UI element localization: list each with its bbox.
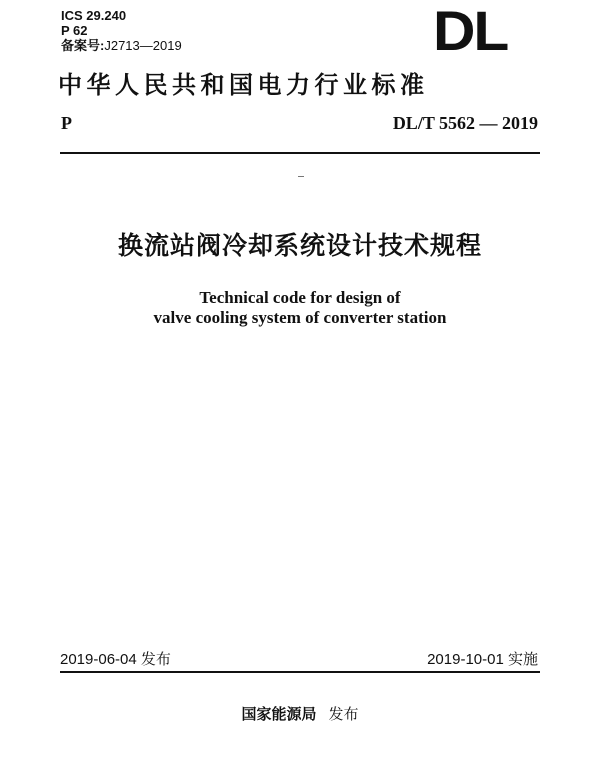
english-title-line-1: Technical code for design of xyxy=(199,288,401,307)
small-dash-mark xyxy=(298,176,304,177)
filing-label: 备案号: xyxy=(61,38,105,53)
filing-number: J2713—2019 xyxy=(104,38,182,53)
publisher-line xyxy=(0,703,600,724)
chinese-title: 换流站阀冷却系统设计技术规程 xyxy=(117,231,482,260)
publisher-action: 发布 xyxy=(328,705,359,723)
ics-code: ICS 29.240 xyxy=(61,8,127,23)
standard-number: DL/T 5562 — 2019 xyxy=(392,113,538,133)
issue-date: 2019-06-04 发布 xyxy=(60,651,171,668)
dl-logo: DL xyxy=(433,0,508,62)
implementation-date: 2019-10-01 实施 xyxy=(427,651,538,668)
filing-number-row xyxy=(61,38,182,53)
class-code: P 62 xyxy=(61,23,88,38)
category-code: P xyxy=(61,113,72,133)
standard-type-heading: 中华人民共和国电力行业标准 xyxy=(58,70,429,99)
english-title xyxy=(0,288,600,328)
english-title-line-2: valve cooling system of converter station xyxy=(153,308,447,327)
publisher-org: 国家能源局 xyxy=(241,705,317,723)
bottom-divider xyxy=(60,671,540,673)
top-divider xyxy=(60,152,540,154)
classification-block xyxy=(61,8,182,53)
